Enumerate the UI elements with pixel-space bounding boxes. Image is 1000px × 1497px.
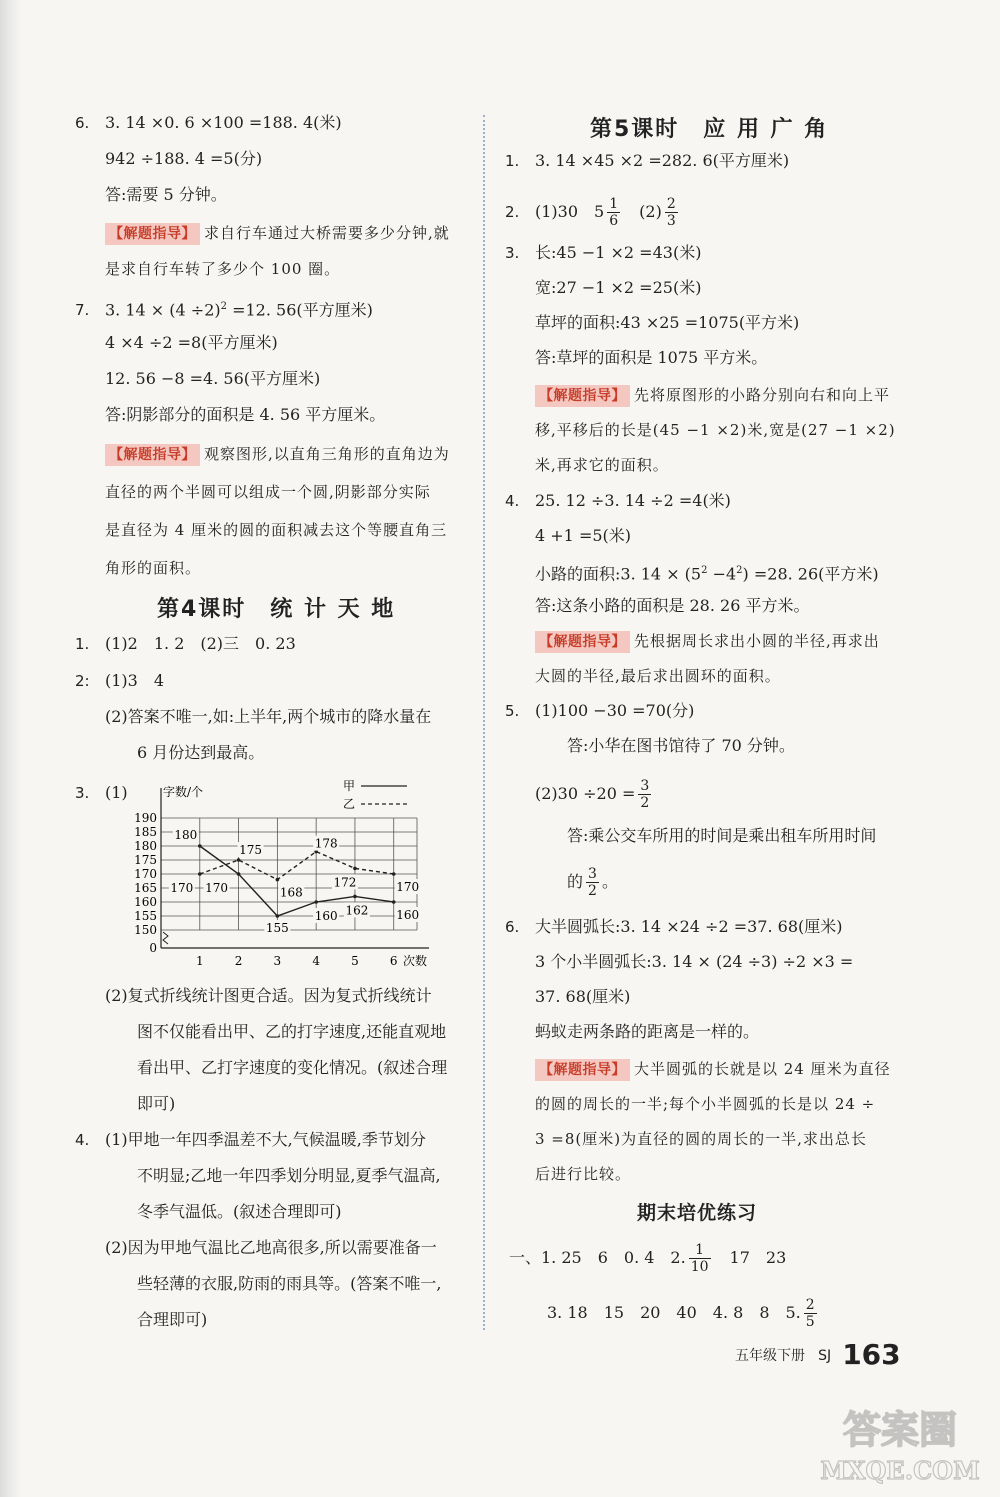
guide-s5-3-line-3: 米,再求它的面积。 <box>535 456 669 474</box>
answer-6-line-2: 942 ÷188. 4 =5(分) <box>105 149 263 168</box>
s5-answer-3-line-1: 3. 长:45 −1 ×2 =43(米) <box>505 243 702 262</box>
data-label-1-3: 168 <box>279 885 303 900</box>
guide-s5-6-line-4: 后进行比较。 <box>535 1165 632 1183</box>
guide-s5-6-line-2: 的圆的周长的一半;每个小半圆弧的长是以 24 ÷ <box>535 1095 876 1113</box>
data-point-0-4 <box>314 900 318 904</box>
data-point-0-1 <box>198 844 202 848</box>
guide-s5-3-line-1: 【解题指导】 先将原图形的小路分别向右和向上平 <box>505 384 890 407</box>
answer-6-line-1: 6. 3. 14 ×0. 6 ×100 =188. 4(米) <box>75 113 342 132</box>
data-label-0-5: 162 <box>345 903 369 918</box>
legend-label-0: 甲 <box>343 779 356 793</box>
guide-7-line-4: 角形的面积。 <box>105 559 202 577</box>
answer-7-line-2: 4 ×4 ÷2 =8(平方厘米) <box>105 333 278 352</box>
s5-answer-1: 1. 3. 14 ×45 ×2 =282. 6(平方厘米) <box>505 151 790 170</box>
fraction-two-thirds: $\frac{2}{3}$ <box>666 196 676 229</box>
data-point-0-2 <box>237 872 241 876</box>
s4-answer-4a-line-3: 冬季气温低。(叙述合理即可) <box>137 1202 342 1221</box>
fraction-one-sixth: $\frac{1}{6}$ <box>609 196 619 229</box>
s5-answer-3-line-2: 宽:27 −1 ×2 =25(米) <box>535 278 702 297</box>
data-label-0-4: 160 <box>314 909 338 923</box>
guide-7-line-3: 是直径为 4 厘米的圆的面积减去这个等腰直角三 <box>105 521 448 539</box>
data-label-1-5: 172 <box>333 875 357 890</box>
data-label-1-4: 178 <box>314 836 338 851</box>
s4-answer-3b-line-3: 看出甲、乙打字速度的变化情况。(叙述合理 <box>137 1058 448 1077</box>
s4-answer-1: 1. (1)2 1. 2 (2)三 0. 23 <box>75 634 296 653</box>
data-point-1-5 <box>353 867 357 871</box>
final-answers-line-2: 3. 18 15 20 40 4. 8 8 5. $\frac{2}{5}$ <box>547 1297 815 1330</box>
legend-label-1: 乙 <box>343 797 356 811</box>
s4-answer-3b-line-4: 即可) <box>137 1094 176 1113</box>
series-line-1 <box>200 852 394 880</box>
y-tick-label-155: 155 <box>134 909 157 923</box>
data-label-0-6: 160 <box>396 908 420 922</box>
fraction-one-tenth: $\frac{1}{10}$ <box>690 1242 709 1275</box>
typing-speed-line-chart <box>125 778 445 973</box>
data-label-1-6: 170 <box>396 880 420 894</box>
data-point-0-6 <box>392 900 396 904</box>
data-point-0-5 <box>353 895 357 899</box>
y-tick-label-165: 165 <box>134 881 157 895</box>
x-tick-label-1: 1 <box>195 954 204 968</box>
axis-break-mark <box>163 932 168 944</box>
x-tick-label-3: 3 <box>273 954 282 968</box>
page-number: 163 <box>842 1338 901 1371</box>
s5-answer-4-line-1: 4. 25. 12 ÷3. 14 ÷2 =4(米) <box>505 491 731 510</box>
watermark-text-1: 答案圈 <box>842 1407 958 1452</box>
y-tick-label-150: 150 <box>134 923 157 937</box>
guide-tag: 【解题指导】 <box>105 223 200 245</box>
lesson-4-title: 第4课时 统 计 天 地 <box>157 597 396 622</box>
grade-label: 五年级下册 <box>735 1348 805 1364</box>
data-point-1-1 <box>198 872 202 876</box>
s4-answer-4b-line-1: (2)因为甲地气温比乙地高很多,所以需要准备一 <box>105 1238 437 1257</box>
s4-answer-2b-line-1: (2)答案不唯一,如:上半年,两个城市的降水量在 <box>105 707 432 726</box>
y-tick-label-0: 0 <box>149 941 157 955</box>
s4-answer-4a-line-2: 不明显;乙地一年四季划分明显,夏季气温高, <box>137 1166 441 1185</box>
s4-answer-3b-line-2: 图不仅能看出甲、乙的打字速度,还能直观地 <box>137 1022 447 1041</box>
data-label-0-3: 155 <box>265 921 289 935</box>
final-practice-title: 期末培优练习 <box>637 1202 758 1224</box>
data-label-0-1: 180 <box>174 828 198 842</box>
s5-answer-6-line-2: 3 个小半圆弧长:3. 14 × (24 ÷3) ÷2 ×3 = <box>535 952 854 971</box>
answer-7-line-1: 7. 3. $14 \times (4 \div 2)^2 =12$. 56(平方厘米) <box>75 300 373 320</box>
guide-7-line-2: 直径的两个半圆可以组成一个圆,阴影部分实际 <box>105 483 431 501</box>
s5-answer-5-line-2: 答:小华在图书馆待了 70 分钟。 <box>567 736 795 755</box>
y-tick-label-185: 185 <box>134 825 157 839</box>
y-tick-label-160: 160 <box>134 895 157 909</box>
fraction-two-fifths: $\frac{2}{5}$ <box>805 1297 815 1330</box>
guide-s5-4-line-1: 【解题指导】 先根据周长求出小圆的半径,再求出 <box>505 630 880 653</box>
s4-answer-4b-line-2: 些轻薄的衣服,防雨的雨具等。(答案不唯一, <box>137 1274 442 1293</box>
data-point-1-6 <box>392 872 396 876</box>
s4-answer-4b-line-3: 合理即可) <box>137 1310 208 1329</box>
s5-answer-4-line-3: 小路的面积:3. $14 \times (5^2 -4^2) =28$. 26(平方米) <box>535 564 879 584</box>
s5-answer-6-line-3: 37. 68(厘米) <box>535 987 631 1006</box>
s5-answer-5-line-5: 的 $\frac{3}{2}$ 。 <box>567 866 618 899</box>
s4-answer-2b-line-2: 6 月份达到最高。 <box>137 743 265 762</box>
data-point-1-2 <box>237 858 241 862</box>
s5-answer-3-line-3: 草坪的面积:43 ×25 =1075(平方米) <box>535 313 800 332</box>
guide-6-line-2: 是求自行车转了多少个 100 圈。 <box>105 260 341 278</box>
guide-s5-6-line-1: 【解题指导】 大半圆弧的长就是以 24 厘米为直径 <box>505 1058 891 1081</box>
y-tick-label-180: 180 <box>134 839 157 853</box>
guide-s5-6-line-3: 3 =8(厘米)为直径的圆的周长的一半,求出总长 <box>535 1130 867 1148</box>
x-tick-label-5: 5 <box>351 954 359 968</box>
s5-answer-6-line-1: 6. 大半圆弧长:3. 14 ×24 ÷2 =37. 68(厘米) <box>505 917 843 936</box>
fraction-three-halves-2: $\frac{3}{2}$ <box>588 866 597 899</box>
y-tick-label-170: 170 <box>134 867 157 881</box>
final-answers-line-1: 一、1. 25 6 0. 4 2. $\frac{1}{10}$ 17 23 <box>509 1242 787 1275</box>
column-divider <box>483 115 485 1330</box>
edition-label: SJ <box>818 1348 832 1364</box>
guide-s5-4-line-2: 大圆的半径,最后求出圆环的面积。 <box>535 667 781 685</box>
data-point-1-3 <box>276 878 280 882</box>
y-tick-label-175: 175 <box>134 853 157 867</box>
x-tick-label-6: 6 <box>389 954 398 968</box>
s5-answer-2: 2. (1)30 5 $\frac{1}{6}$ (2) $\frac{2}{3}$ <box>505 196 676 229</box>
lesson-5-title: 第5课时 应 用 广 角 <box>590 117 829 142</box>
fraction-three-halves: $\frac{3}{2}$ <box>640 778 650 811</box>
s5-answer-5-line-1: 5. (1)100 −30 =70(分) <box>505 701 695 720</box>
answer-7-line-3: 12. 56 −8 =4. 56(平方厘米) <box>105 369 321 388</box>
s5-answer-3-line-4: 答:草坪的面积是 1075 平方米。 <box>535 348 768 367</box>
data-label-1-2: 175 <box>239 843 263 857</box>
y-tick-label-190: 190 <box>134 811 157 825</box>
guide-7-line-1: 【解题指导】 观察图形,以直角三角形的直角边为 <box>75 443 450 466</box>
s4-answer-3b-line-1: (2)复式折线统计图更合适。因为复式折线统计 <box>105 986 432 1005</box>
page-binding-shadow <box>0 0 22 1497</box>
x-axis-label: 次数 <box>403 954 428 968</box>
s5-answer-5-line-4: 答:乘公交车所用的时间是乘出租车所用时间 <box>567 826 877 845</box>
x-tick-label-4: 4 <box>312 954 320 968</box>
guide-s5-3-line-2: 移,平移后的长是(45 −1 ×2)米,宽是(27 −1 ×2) <box>535 421 896 439</box>
s5-answer-6-line-4: 蚂蚁走两条路的距离是一样的。 <box>535 1022 760 1041</box>
guide-6-line-1: 【解题指导】 求自行车通过大桥需要多少分钟,就 <box>75 222 450 245</box>
answer-6-line-3: 答:需要 5 分钟。 <box>105 185 227 204</box>
data-point-0-3 <box>276 914 280 918</box>
s5-answer-5-line-3: (2)30 ÷20 = $\frac{3}{2}$ <box>535 778 650 811</box>
watermark-text-2: MXQE.COM <box>820 1456 980 1485</box>
answer-7-line-4: 答:阴影部分的面积是 4. 56 平方厘米。 <box>105 405 386 424</box>
s5-answer-4-line-2: 4 +1 =5(米) <box>535 526 632 545</box>
data-label-1-1: 170 <box>170 881 194 895</box>
s5-answer-4-line-4: 答:这条小路的面积是 28. 26 平方米。 <box>535 596 810 615</box>
s4-answer-3: 3. (1) <box>75 783 128 802</box>
page-footer <box>735 1338 901 1371</box>
s4-answer-4a-line-1: 4. (1)甲地一年四季温差不大,气候温暖,季节划分 <box>75 1130 426 1149</box>
data-label-0-2: 170 <box>205 881 229 895</box>
x-tick-label-2: 2 <box>234 954 243 968</box>
watermark-logo <box>810 1395 990 1490</box>
y-axis-label: 字数/个 <box>163 785 204 799</box>
s4-answer-2: 2: (1)3 4 <box>75 671 165 690</box>
